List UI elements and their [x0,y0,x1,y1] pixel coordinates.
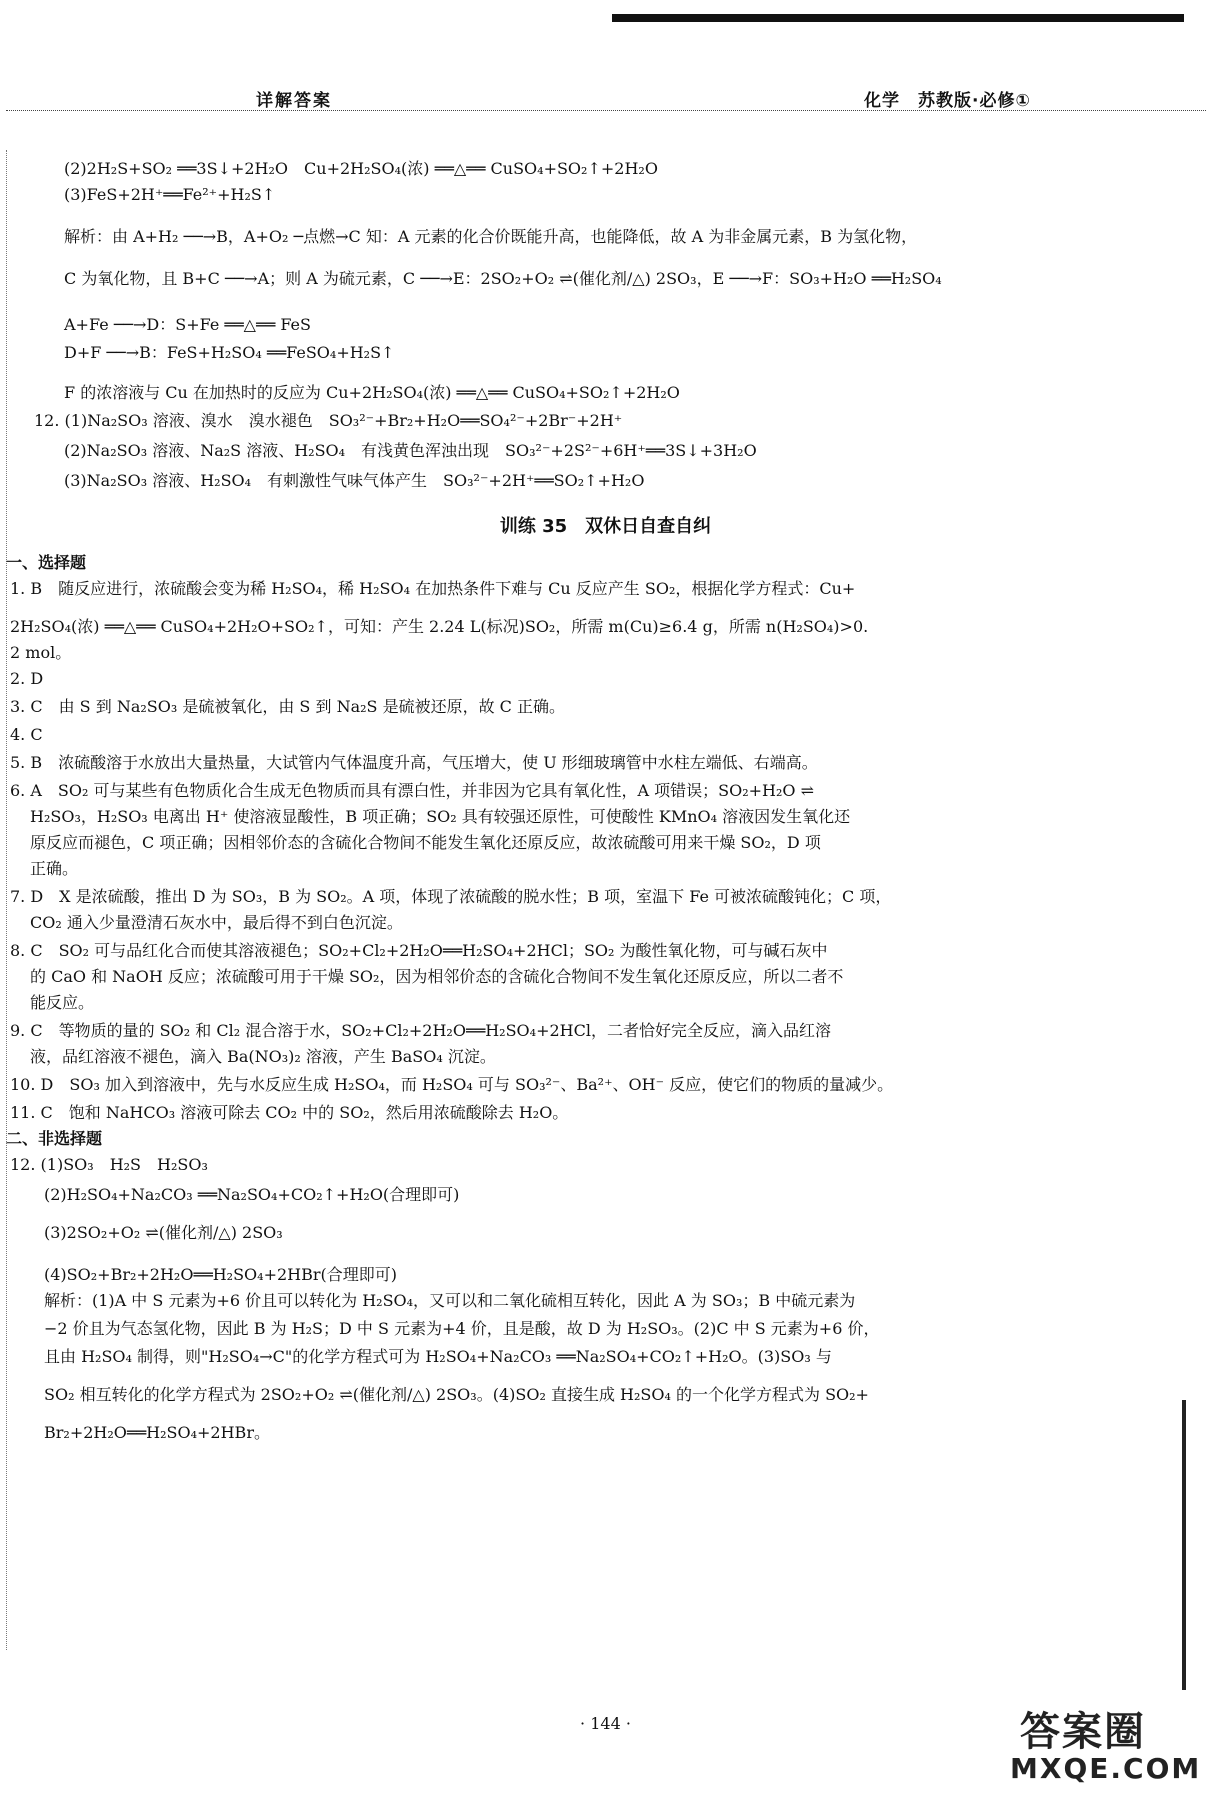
analysis-line: Br₂+2H₂O══H₂SO₄+2HBr。 [44,1423,270,1442]
page-header [0,86,1211,116]
answer-line: 液，品红溶液不褪色，滴入 Ba(NO₃)₂ 溶液，产生 BaSO₄ 沉淀。 [30,1047,496,1066]
answer-line: (4)SO₂+Br₂+2H₂O══H₂SO₄+2HBr(合理即可) [44,1265,398,1284]
binding-margin [6,150,7,1650]
answer-line: 原反应而褪色，C 项正确；因相邻价态的含硫化合物间不能发生氧化还原反应，故浓硫酸可用来干燥 SO₂，D 项 [30,833,821,852]
answer-line: 3. C 由 S 到 Na₂SO₃ 是硫被氧化，由 S 到 Na₂S 是硫被还原，故 C 正确。 [10,697,565,716]
answer-line: CO₂ 通入少量澄清石灰水中，最后得不到白色沉淀。 [30,913,403,932]
analysis-line: D+F ──→B：FeS+H₂SO₄ ══FeSO₄+H₂S↑ [64,343,395,362]
answer-line: (3)Na₂SO₃ 溶液、H₂SO₄ 有刺激性气味气体产生 SO₃²⁻+2H⁺══SO₂↑+H₂O [64,471,645,490]
page-number: · 144 · [580,1714,631,1733]
answer-line: (3)2SO₂+O₂ ⇌(催化剂/△) 2SO₃ [44,1223,283,1242]
answer-line: H₂SO₃，H₂SO₃ 电离出 H⁺ 使溶液显酸性，B 项正确；SO₂ 具有较强还原性，可使酸性 KMnO₄ 溶液因发生氧化还 [30,807,851,826]
analysis-line: C 为氧化物，且 B+C ──→A；则 A 为硫元素，C ──→E：2SO₂+O₂ ⇌(催化剂/△) 2SO₃，E ──→F：SO₃+H₂O ══H₂SO₄ [64,269,942,288]
answer-line: 2H₂SO₄(浓) ══△══ CuSO₄+2H₂O+SO₂↑，可知：产生 2.24 L(标况)SO₂，所需 m(Cu)≥6.4 g，所需 n(H₂SO₄)>0. [10,617,869,636]
answer-line: (2)H₂SO₄+Na₂CO₃ ══Na₂SO₄+CO₂↑+H₂O(合理即可) [44,1185,460,1204]
section-title: 训练 35 双休日自查自纠 [499,516,712,537]
answer-line: 12. (1)Na₂SO₃ 溶液、溴水 溴水褪色 SO₃²⁻+Br₂+H₂O══SO₄²⁻+2Br⁻+2H⁺ [34,411,623,430]
watermark-line1: 答案圈 [1020,1709,1146,1755]
answer-line: 5. B 浓硫酸溶于水放出大量热量，大试管内气体温度升高，气压增大，使 U 形细玻璃管中水柱左端低、右端高。 [10,753,818,772]
analysis-line: 解析：由 A+H₂ ──→B，A+O₂ ─点燃→C 知：A 元素的化合价既能升高，也能降低，故 A 为非金属元素，B 为氢化物， [64,227,918,246]
answer-line: 能反应。 [30,993,95,1012]
answer-line: 7. D X 是浓硫酸，推出 D 为 SO₃，B 为 SO₂。A 项，体现了浓硫酸的脱水性；B 项，室温下 Fe 可被浓硫酸钝化；C 项， [10,887,892,906]
watermark-line2: MXQE.COM [1010,1752,1202,1785]
header-divider [6,110,1206,111]
right-edge-bar [1182,1400,1186,1690]
analysis-line: SO₂ 相互转化的化学方程式为 2SO₂+O₂ ⇌(催化剂/△) 2SO₃。(4)SO₂ 直接生成 H₂SO₄ 的一个化学方程式为 SO₂+ [44,1385,869,1404]
part-heading: 一、选择题 [6,553,87,572]
analysis-line: A+Fe ──→D：S+Fe ══△══ FeS [64,315,311,334]
answer-line: 4. C [10,725,43,744]
analysis-line: −2 价且为气态氢化物，因此 B 为 H₂S；D 中 S 元素为+4 价，且是酸，故 D 为 H₂SO₃。(2)C 中 S 元素为+6 价， [44,1319,880,1338]
answer-line: 6. A SO₂ 可与某些有色物质化合生成无色物质而具有漂白性，并非因为它具有氧化性，A 项错误；SO₂+H₂O ⇌ [10,781,815,800]
answer-line: (3)FeS+2H⁺══Fe²⁺+H₂S↑ [64,185,276,204]
top-decorative-bar [612,14,1184,22]
answer-line: 2. D [10,669,44,688]
analysis-line: 且由 H₂SO₄ 制得，则"H₂SO₄→C"的化学方程式可为 H₂SO₄+Na₂CO₃ ══Na₂SO₄+CO₂↑+H₂O。(3)SO₃ 与 [44,1347,832,1366]
analysis-line: 解析：(1)A 中 S 元素为+6 价且可以转化为 H₂SO₄，又可以和二氧化硫相互转化，因此 A 为 SO₃；B 中硫元素为 [44,1291,856,1310]
answer-line: 1. B 随反应进行，浓硫酸会变为稀 H₂SO₄，稀 H₂SO₄ 在加热条件下难与 Cu 反应产生 SO₂，根据化学方程式：Cu+ [10,579,856,598]
header-right-label: 化学 苏教版·必修① [864,91,1031,111]
answer-line: (2)2H₂S+SO₂ ══3S↓+2H₂O Cu+2H₂SO₄(浓) ══△══ CuSO₄+SO₂↑+2H₂O [64,159,658,178]
answer-line: 11. C 饱和 NaHCO₃ 溶液可除去 CO₂ 中的 SO₂，然后用浓硫酸除去 H₂O。 [10,1103,569,1122]
answer-line: 正确。 [30,859,79,878]
answer-line: 2 mol。 [10,643,72,662]
answer-line: 8. C SO₂ 可与品红化合而使其溶液褪色；SO₂+Cl₂+2H₂O══H₂SO₄+2HCl；SO₂ 为酸性氧化物，可与碱石灰中 [10,941,828,960]
header-left-label: 详解答案 [256,91,332,111]
answer-line: (2)Na₂SO₃ 溶液、Na₂S 溶液、H₂SO₄ 有浅黄色浑浊出现 SO₃²⁻+2S²⁻+6H⁺══3S↓+3H₂O [64,441,757,460]
part-heading: 二、非选择题 [6,1129,103,1148]
site-watermark-logo [1010,1700,1210,1800]
answer-line: 12. (1)SO₃ H₂S H₂SO₃ [10,1155,208,1174]
analysis-line: F 的浓溶液与 Cu 在加热时的反应为 Cu+2H₂SO₄(浓) ══△══ CuSO₄+SO₂↑+2H₂O [64,383,680,402]
answer-line: 9. C 等物质的量的 SO₂ 和 Cl₂ 混合溶于水，SO₂+Cl₂+2H₂O══H₂SO₄+2HCl，二者恰好完全反应，滴入品红溶 [10,1021,831,1040]
answer-line: 10. D SO₃ 加入到溶液中，先与水反应生成 H₂SO₄，而 H₂SO₄ 可与 SO₃²⁻、Ba²⁺、OH⁻ 反应，使它们的物质的量减少。 [10,1075,894,1094]
answer-line: 的 CaO 和 NaOH 反应；浓硫酸可用于干燥 SO₂，因为相邻价态的含硫化合物间不发生氧化还原反应，所以二者不 [30,967,844,986]
